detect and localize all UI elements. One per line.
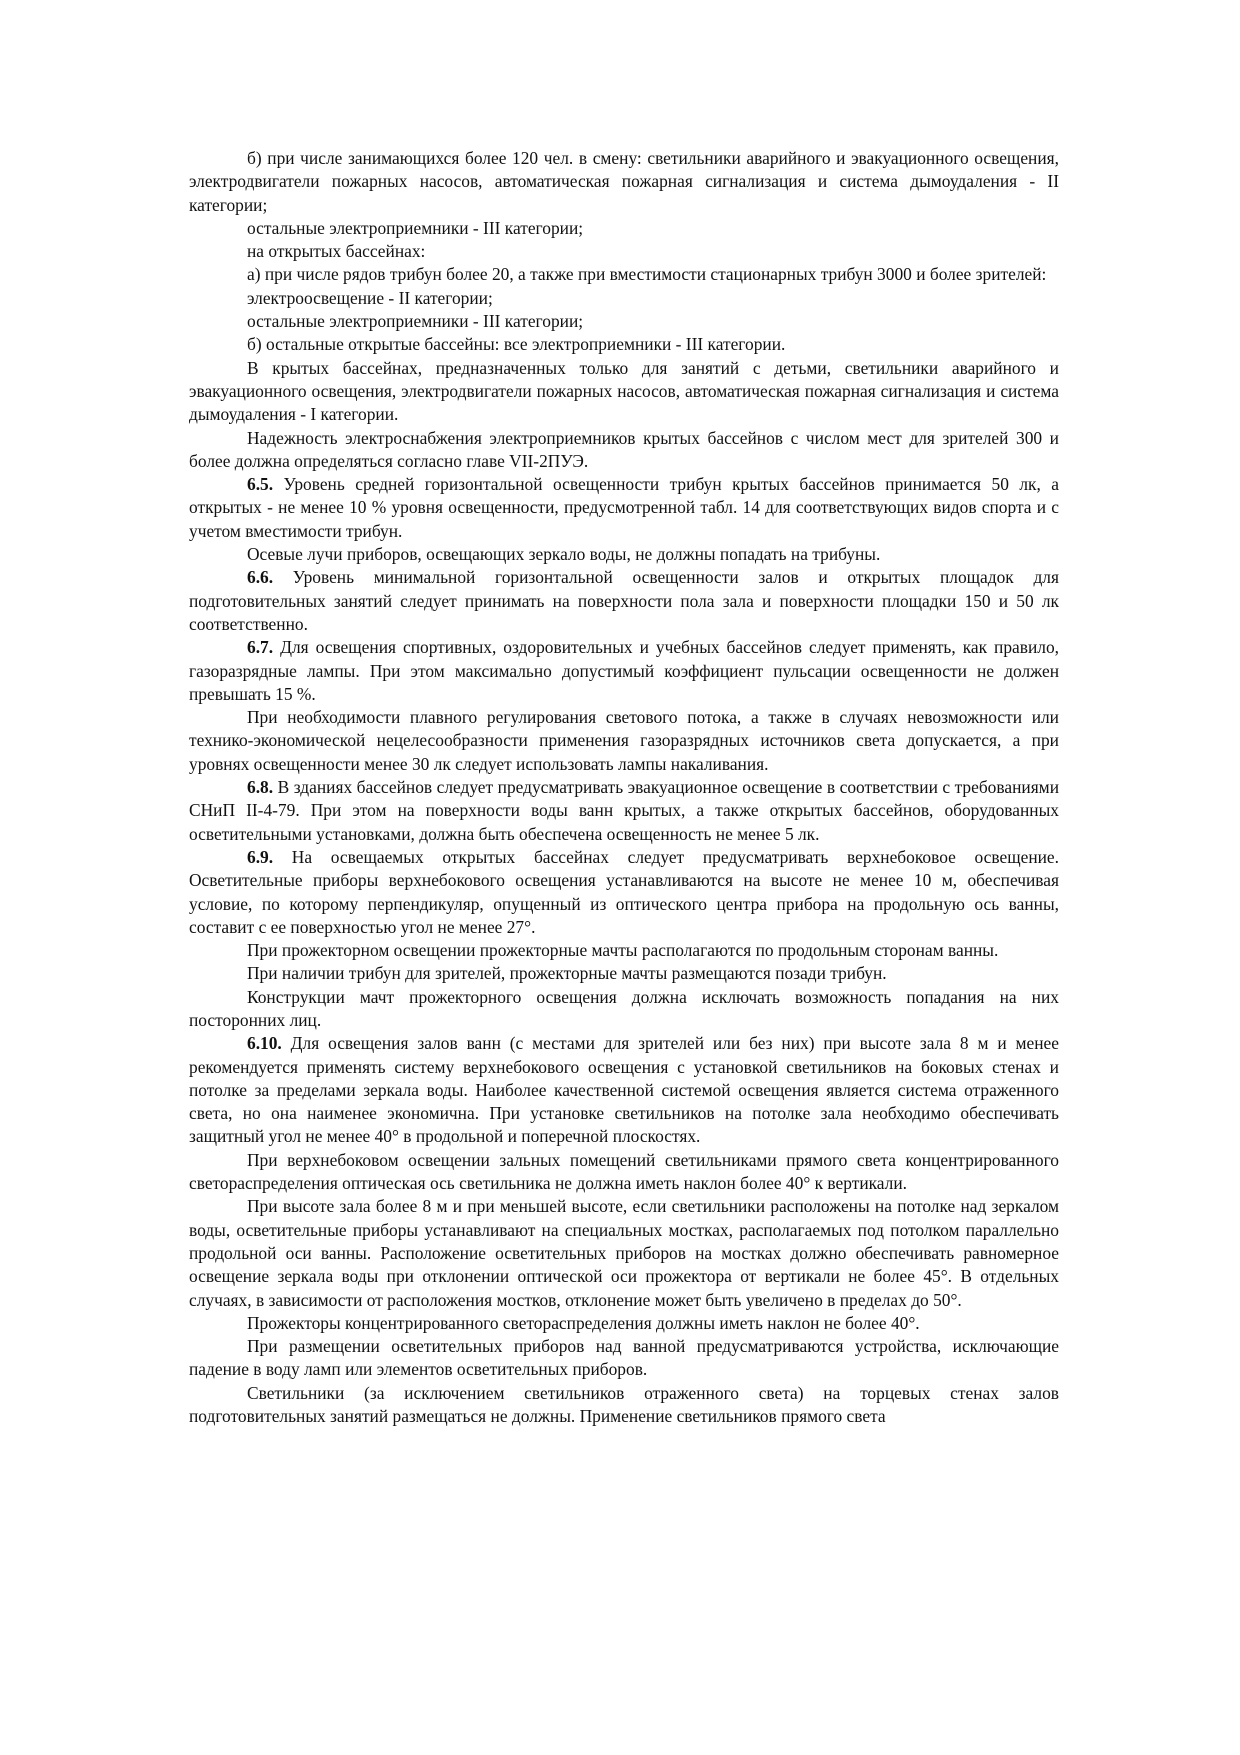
clause-number: 6.8. xyxy=(247,777,274,798)
clause-number: 6.7. xyxy=(247,637,274,658)
paragraph xyxy=(189,217,1059,240)
paragraph-text: Осевые лучи приборов, освещающих зеркало воды, не должны попадать на трибуны. xyxy=(247,544,881,565)
paragraph-text: При верхнебоковом освещении зальных помещений светильниками прямого света концентрированного светораспределения оптическая ось светильника не должна иметь наклон более 40° к вертикали. xyxy=(189,1149,1059,1194)
document-page xyxy=(189,147,1059,1428)
paragraph xyxy=(189,1149,1059,1196)
paragraph xyxy=(189,427,1059,474)
paragraph-text: При высоте зала более 8 м и при меньшей высоте, если светильники расположены на потолке над зеркалом воды, осветительные приборы устанавливают на специальных мостках, располагаемых под потолком параллельно продольной оси ванны. Расположение осветительных приборов на мостках должно обеспечивать равномерное освещение зеркала воды при отклонении оптической оси прожектора от вертикали не более 45°. В отдельных случаях, в зависимости от расположения мостков, отклонение может быть увеличено в пределах до 50°. xyxy=(189,1196,1059,1310)
paragraph-text: Конструкции мачт прожекторного освещения должна исключать возможность попадания на них посторонних лиц. xyxy=(189,986,1059,1030)
paragraph-text: остальные электроприемники - III категории; xyxy=(247,311,584,332)
paragraph-text: В крытых бассейнах, предназначенных только для занятий с детьми, светильники аварийного и эвакуационного освещения, электродвигатели пожарных насосов, автоматическая пожарная сигнализация и система дымоудаления - I категории. xyxy=(189,357,1059,425)
paragraph xyxy=(189,543,1059,566)
paragraph-text: На освещаемых открытых бассейнах следует предусматривать верхнебоковое освещение. Осветительные приборы верхнебокового освещения устанавливаются на высоте не менее 10 м, обеспечивая условие, по которому перпендикуляр, опущенный из оптического центра прибора на продольную ось ванны, составит с ее поверхностью угол не менее 27°. xyxy=(189,846,1059,937)
paragraph xyxy=(189,1312,1059,1335)
paragraph xyxy=(189,939,1059,962)
paragraph xyxy=(189,1335,1059,1382)
paragraph xyxy=(189,962,1059,985)
clause-number: 6.6. xyxy=(247,567,274,588)
paragraph xyxy=(189,310,1059,333)
paragraph-text: Уровень минимальной горизонтальной освещенности залов и открытых площадок для подготовительных занятий следует принимать на поверхности пола зала и поверхности площадки 150 и 50 лк соответственно. xyxy=(189,567,1059,634)
paragraph xyxy=(189,147,1059,217)
paragraph-text: Для освещения спортивных, оздоровительных и учебных бассейнов следует применять, как правило, газоразрядные лампы. При этом максимально допустимый коэффициент пульсации освещенности не должен превышать 15 %. xyxy=(189,637,1059,704)
paragraph-text: а) при числе рядов трибун более 20, а также при вместимости стационарных трибун 3000 и более зрителей: xyxy=(247,264,1047,285)
paragraph-text: При наличии трибун для зрителей, прожекторные мачты размещаются позади трибун. xyxy=(247,963,887,984)
clause-number: 6.5. xyxy=(247,474,274,495)
paragraph xyxy=(189,776,1059,846)
paragraph-text: б) при числе занимающихся более 120 чел. в смену: светильники аварийного и эвакуационного освещения, электродвигатели пожарных насосов, автоматическая пожарная сигнализация и система дымоудаления - II категории; xyxy=(189,148,1059,215)
paragraph-text: Для освещения залов ванн (с местами для зрителей или без них) при высоте зала 8 м и менее рекомендуется применять систему верхнебокового освещения с установкой светильников на боковых стенах и потолке за пределами зеркала воды. Наиболее качественной системой освещения является система отраженного света, но она наименее экономична. При установке светильников на потолке зала необходимо обеспечивать защитный угол не менее 40° в продольной и поперечной плоскостях. xyxy=(189,1033,1059,1147)
paragraph xyxy=(189,333,1059,356)
paragraph-text: Уровень средней горизонтальной освещенности трибун крытых бассейнов принимается 50 лк, а открытых - не менее 10 % уровня освещенности, предусмотренной табл. 14 для соответствующих видов спорта и с учетом вместимости трибун. xyxy=(189,474,1059,541)
paragraph xyxy=(189,1032,1059,1148)
paragraph xyxy=(189,636,1059,706)
paragraph xyxy=(189,287,1059,310)
paragraph xyxy=(189,846,1059,939)
paragraph-text: Прожекторы концентрированного светораспределения должны иметь наклон не более 40°. xyxy=(247,1312,920,1333)
paragraph xyxy=(189,473,1059,543)
paragraph xyxy=(189,263,1059,286)
paragraph-text: При размещении осветительных приборов над ванной предусматриваются устройства, исключающие падение в воду ламп или элементов осветительных приборов. xyxy=(189,1336,1059,1380)
clause-number: 6.9. xyxy=(247,846,274,867)
paragraph-text: В зданиях бассейнов следует предусматривать эвакуационное освещение в соответствии с требованиями СНиП II-4-79. При этом на поверхности воды ванн крытых, а также открытых бассейнов, оборудованных осветительными установками, должна быть обеспечена освещенность не менее 5 лк. xyxy=(189,777,1059,844)
paragraph-text: б) остальные открытые бассейны: все электроприемники - III категории. xyxy=(247,334,786,355)
paragraph xyxy=(189,566,1059,636)
paragraph-text: электроосвещение - II категории; xyxy=(247,287,493,308)
clause-number: 6.10. xyxy=(247,1033,282,1054)
paragraph-text: остальные электроприемники - III категории; xyxy=(247,217,584,238)
paragraph-text: При прожекторном освещении прожекторные мачты располагаются по продольным сторонам ванны. xyxy=(247,940,999,961)
paragraph-text: При необходимости плавного регулирования светового потока, а также в случаях невозможности или технико-экономической нецелесообразности применения газоразрядных источников света допускается, а при уровнях освещенности менее 30 лк следует использовать лампы накаливания. xyxy=(189,707,1059,774)
paragraph-text: на открытых бассейнах: xyxy=(247,241,426,262)
paragraph xyxy=(189,240,1059,263)
paragraph-text: Светильники (за исключением светильников отраженного света) на торцевых стенах залов подготовительных занятий размещаться не должны. Применение светильников прямого света xyxy=(189,1382,1059,1427)
paragraph xyxy=(189,706,1059,776)
paragraph xyxy=(189,357,1059,427)
paragraph xyxy=(189,1382,1059,1429)
paragraph xyxy=(189,986,1059,1033)
paragraph xyxy=(189,1195,1059,1311)
paragraph-text: Надежность электроснабжения электроприемников крытых бассейнов с числом мест для зрителей 300 и более должна определяться согласно главе VII-2ПУЭ. xyxy=(189,427,1059,471)
